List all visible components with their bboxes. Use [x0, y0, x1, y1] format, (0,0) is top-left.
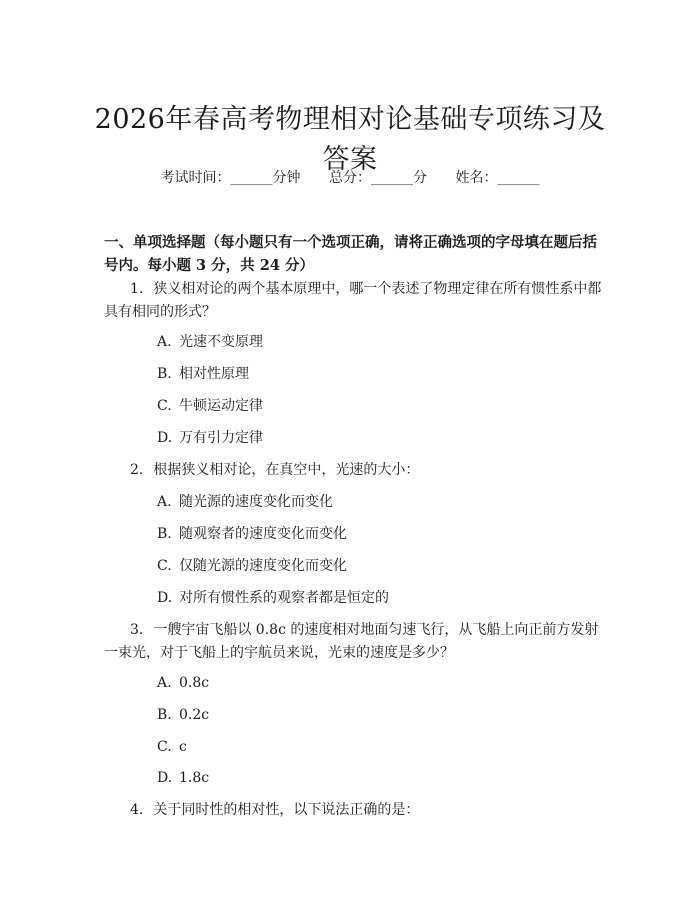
- option-letter: D.: [157, 770, 173, 786]
- question-3-option-a: [157, 674, 209, 692]
- question-text: 关于同时性的相对性，以下说法正确的是：: [153, 802, 420, 818]
- option-text: 随光源的速度变化而变化: [179, 494, 333, 510]
- option-text: 随观察者的速度变化而变化: [179, 526, 347, 542]
- question-text: 一艘宇宙飞船以 0.8c 的速度相对地面匀速飞行，从飞船上向正前方发射一束光，对于飞船上的宇航员来说，光束的速度是多少？: [104, 622, 599, 661]
- option-letter: C.: [157, 558, 172, 574]
- question-1-option-c: [157, 397, 263, 415]
- option-letter: B.: [157, 707, 172, 723]
- question-2-option-a: [157, 493, 333, 511]
- option-letter: A.: [157, 334, 172, 350]
- question-number: 1.: [130, 281, 144, 297]
- question-1-option-b: [157, 365, 249, 383]
- option-text: 0.2c: [179, 707, 210, 723]
- question-number: 3.: [130, 622, 144, 638]
- option-letter: B.: [157, 526, 172, 542]
- question-1-option-d: [157, 429, 263, 447]
- question-text: 狭义相对论的两个基本原理中，哪一个表述了物理定律在所有惯性系中都具有相同的形式？: [104, 281, 602, 320]
- option-letter: A.: [157, 494, 172, 510]
- exam-time-field: 考试时间：______分钟: [160, 170, 301, 186]
- question-2: [104, 459, 604, 482]
- question-3-option-d: [157, 769, 209, 787]
- option-letter: B.: [157, 366, 172, 382]
- exam-info-line: [0, 169, 700, 187]
- option-text: 万有引力定律: [179, 430, 263, 446]
- question-3: [104, 619, 604, 665]
- question-4: [104, 799, 604, 822]
- option-text: 仅随光源的速度变化而变化: [179, 558, 347, 574]
- total-score-field: 总分：______分: [329, 170, 427, 186]
- option-letter: D.: [157, 590, 173, 606]
- section-heading: 一、单项选择题（每小题只有一个选项正确，请将正确选项的字母填在题后括号内。每小题 3 分，共 24 分）: [104, 234, 597, 274]
- option-text: 光速不变原理: [179, 334, 263, 350]
- option-letter: A.: [157, 675, 172, 691]
- question-1-option-a: [157, 333, 263, 351]
- question-number: 2.: [130, 462, 144, 478]
- question-1: [104, 278, 604, 324]
- option-text: 牛顿运动定律: [179, 398, 263, 414]
- question-2-option-c: [157, 557, 347, 575]
- option-text: 0.8c: [179, 675, 210, 691]
- document-title: 2026年春高考物理相对论基础专项练习及答案: [94, 104, 606, 176]
- question-text: 根据狭义相对论，在真空中，光速的大小：: [153, 462, 420, 478]
- option-letter: C.: [157, 398, 172, 414]
- question-3-option-b: [157, 706, 209, 724]
- question-3-option-c: [157, 738, 187, 756]
- option-text: 相对性原理: [179, 366, 249, 382]
- student-name-field: 姓名：______: [455, 170, 540, 186]
- option-text: c: [179, 739, 187, 755]
- option-text: 1.8c: [179, 770, 210, 786]
- option-letter: C.: [157, 739, 172, 755]
- question-2-option-d: [157, 589, 389, 607]
- option-letter: D.: [157, 430, 173, 446]
- option-text: 对所有惯性系的观察者都是恒定的: [179, 590, 389, 606]
- question-number: 4.: [130, 802, 144, 818]
- question-2-option-b: [157, 525, 347, 543]
